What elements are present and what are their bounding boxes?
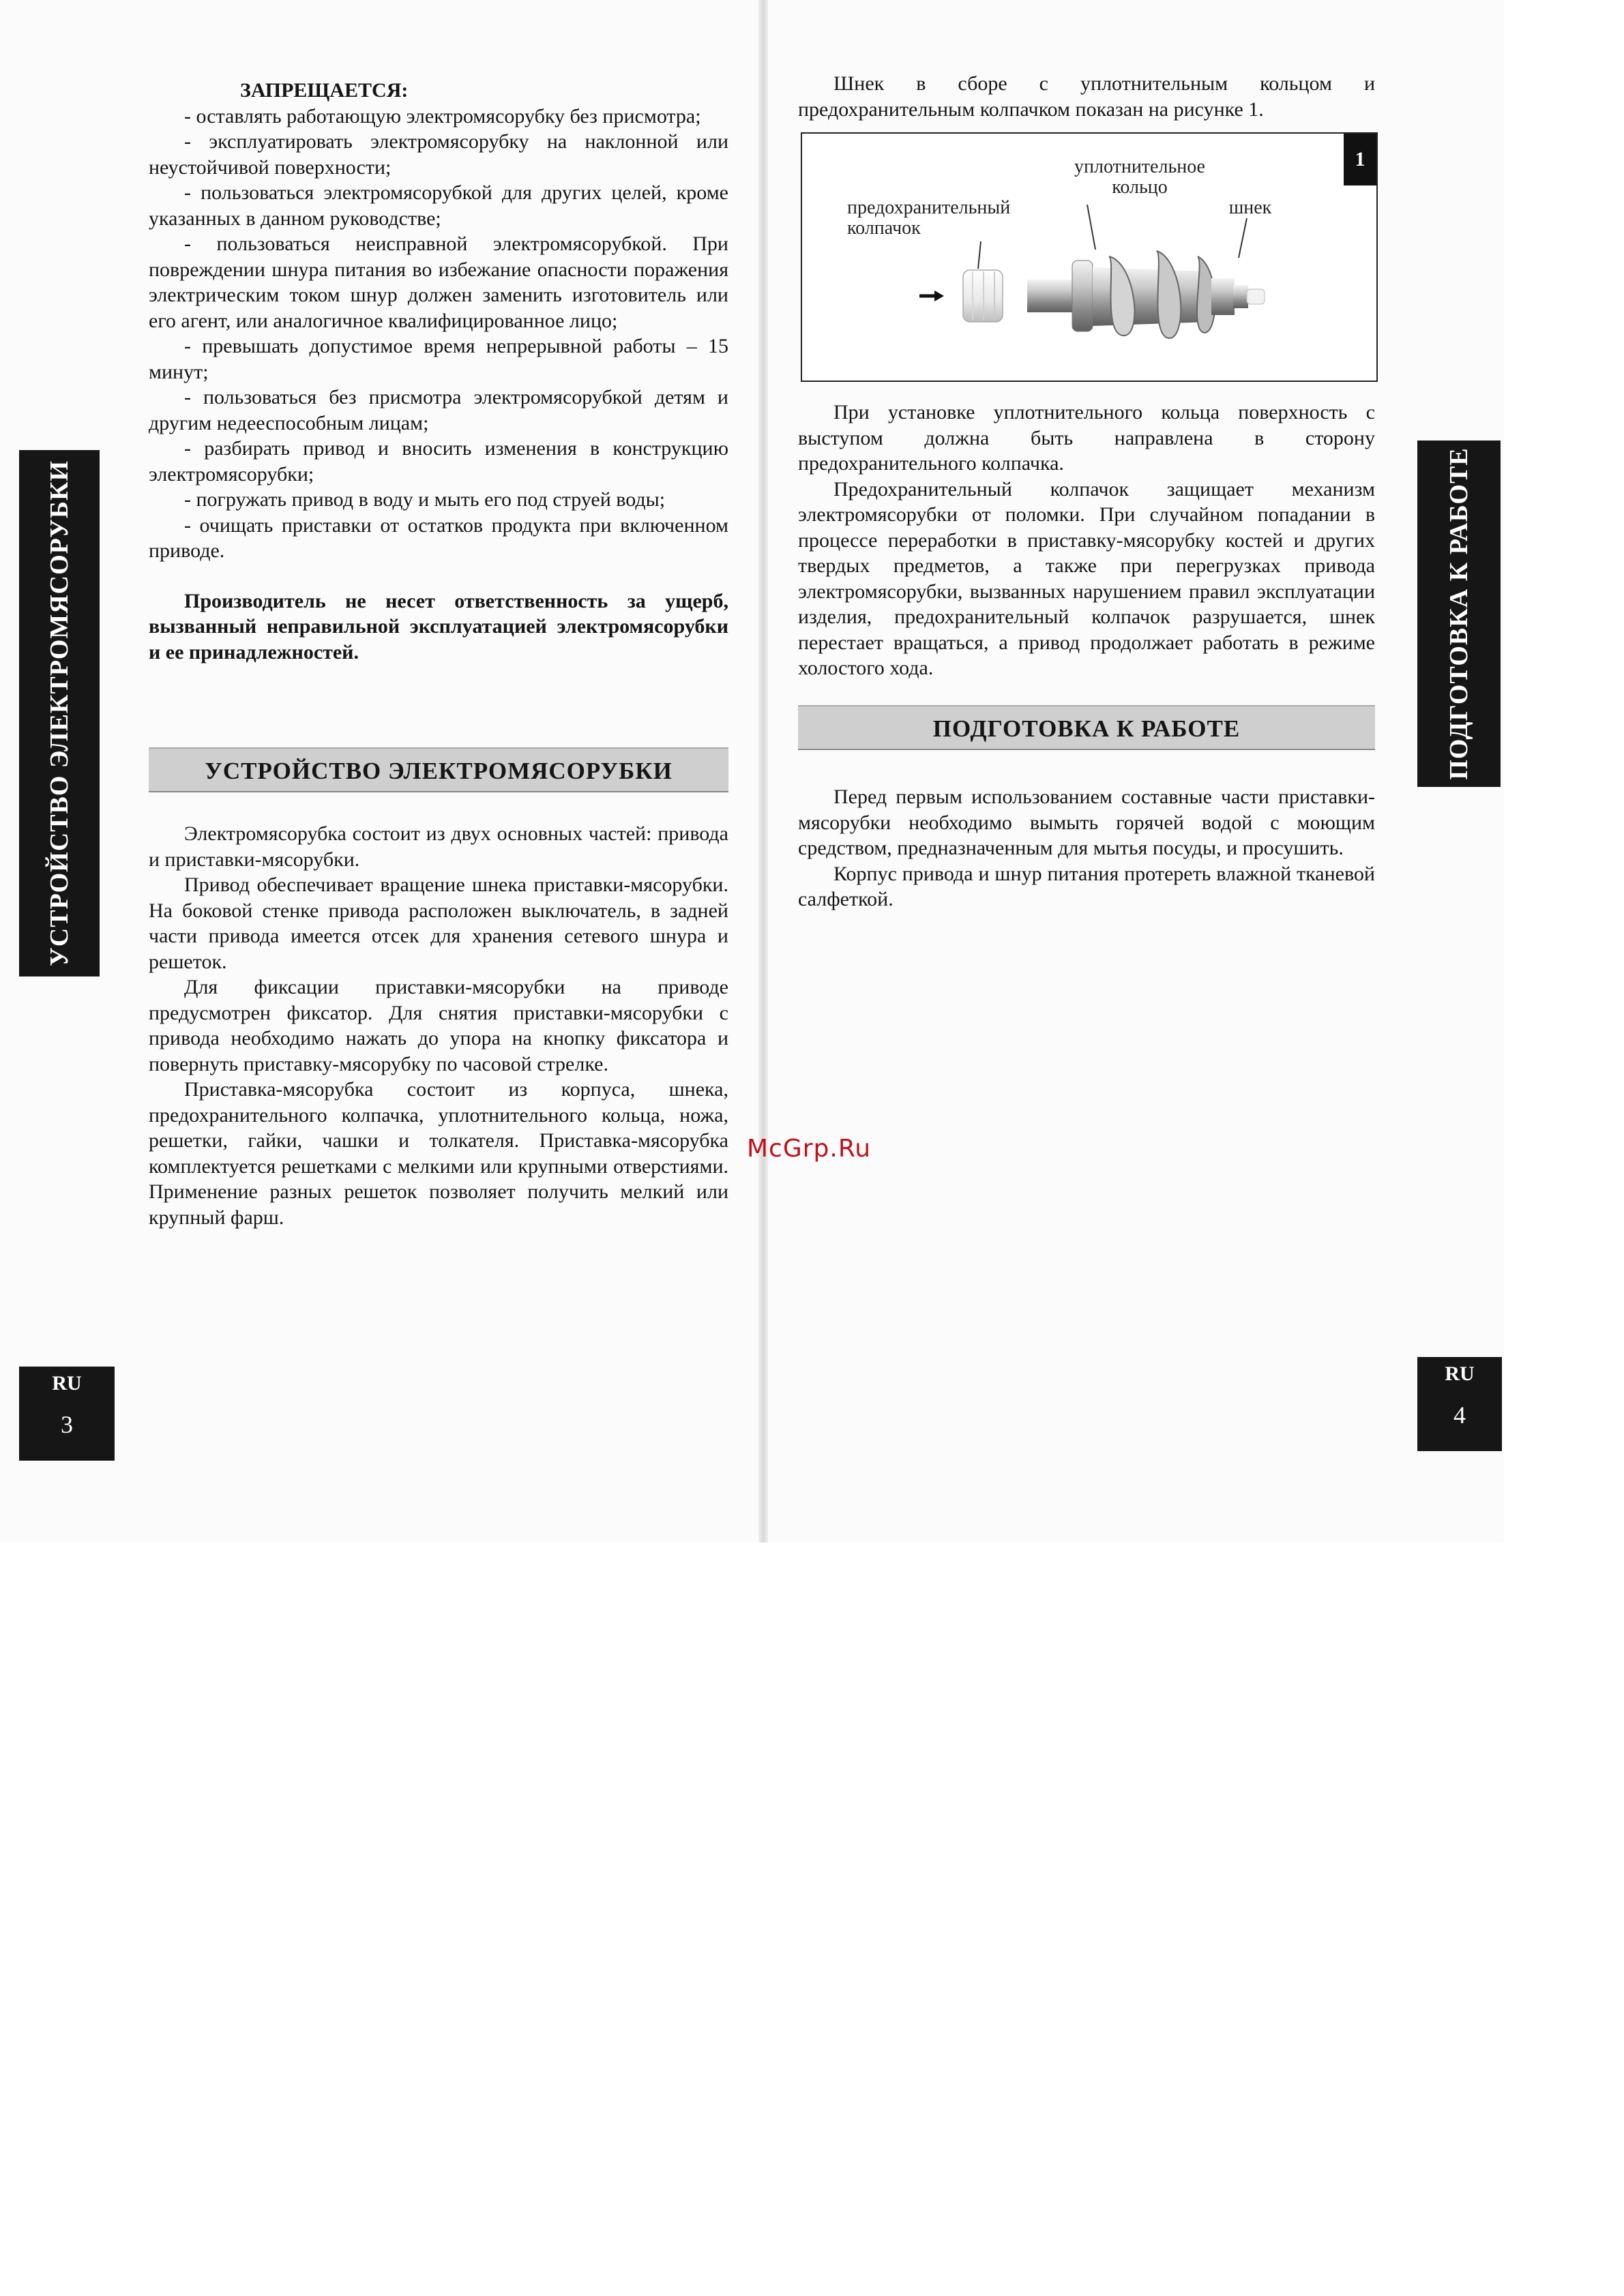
auger-illustration: [802, 134, 1376, 381]
figure-1: [801, 132, 1378, 382]
prohibited-item: - оставлять работающую электромясорубку без присмотра;: [184, 104, 701, 128]
paragraph: Приставка-мясорубка состоит из корпуса, шнека, предохранительного колпачка, уплотнительного кольца, ножа, решетки, гайки, чашки и толкателя. Приставка-мясорубка комплектуется решетками с мелкими или крупными отверстиями. Применение разных решеток позволяет получить мелкий или крупный фарш.: [149, 1078, 728, 1229]
preparation-text: [798, 784, 1375, 912]
side-tab-preparation: [1417, 441, 1501, 787]
prohibited-item: - разбирать привод и вносить изменения в конструкцию электромясорубки;: [149, 437, 728, 486]
watermark: McGrp.Ru: [747, 1135, 872, 1163]
label-auger: шнек: [1228, 197, 1272, 218]
paragraph: Электромясорубка состоит из двух основных частей: привода и приставки-мясорубки.: [149, 822, 728, 871]
section-title-preparation: ПОДГОТОВКА К РАБОТЕ: [798, 705, 1375, 750]
prohibited-item: - пользоваться неисправной электромясорубкой. При повреждении шнура питания во избежание опасности поражения электрическим током шнур должен заменить изготовитель или его агент, или аналогичное квалифицированное лицо;: [149, 233, 728, 332]
prohibited-item: - пользоваться электромясорубкой для других целей, кроме указанных в данном руководстве;: [149, 181, 728, 230]
side-tab-label: ПОДГОТОВКА К РАБОТЕ: [1445, 447, 1473, 780]
prohibited-item: - превышать допустимое время непрерывной работы – 15 минут;: [149, 335, 728, 383]
section-title-device: УСТРОЙСТВО ЭЛЕКТРОМЯСОРУБКИ: [149, 747, 728, 792]
prohibited-item: - погружать привод в воду и мыть его под струей воды;: [184, 488, 666, 511]
left-page-text: [149, 78, 728, 665]
paragraph: Перед первым использованием составные части приставки-мясорубки необходимо вымыть горячей водой с моющим средством, предназначенным для мытья посуды, и просушить.: [798, 786, 1375, 859]
side-tab-device: [19, 450, 100, 976]
paragraph: Для фиксации приставки-мясорубки на приводе предусмотрен фиксатор. Для снятия приставки-мясорубки с привода необходимо нажать до упора на кнопку фиксатора и повернуть приставку-мясорубку по часовой стрелке.: [149, 976, 728, 1075]
device-description: [149, 821, 728, 1230]
page-number: 3: [61, 1411, 73, 1438]
paragraph: Привод обеспечивает вращение шнека приставки-мясорубки. На боковой стенке привода расположен выключатель, в задней части привода имеется отсек для хранения сетевого шнура и решеток.: [149, 874, 728, 973]
paragraph: Корпус привода и шнур питания протереть влажной тканевой салфеткой.: [798, 862, 1375, 910]
paragraph: Шнек в сборе с уплотнительным кольцом и предохранительным колпачком показан на рисунке 1.: [798, 72, 1375, 121]
paragraph: Предохранительный колпачок защищает механизм электромясорубки от поломки. При случайном попадании в процессе переработки в приставку-мясорубку костей и других твердых предметов, а также при перегрузках привода электромясорубки, вызванных нарушением правил эксплуатации изделия, предохранительный колпачок разрушается, шнек перестает вращаться, а привод продолжает работать в режиме холостого хода.: [798, 477, 1375, 679]
label-ring: уплотнительное кольцо: [1074, 156, 1205, 198]
prohibited-item: - очищать приставки от остатков продукта при включенном приводе.: [149, 513, 728, 562]
prohibited-heading: ЗАПРЕЩАЕТСЯ:: [240, 79, 409, 102]
page-number-box: [1417, 1357, 1502, 1451]
label-cap: предохранительный колпачок: [847, 197, 1011, 239]
liability-note: Производитель не несет ответственность за ущерб, вызванный неправильной эксплуатацией электромясорубки и ее принадлежностей.: [149, 589, 728, 664]
figure-number: 1: [1344, 134, 1376, 185]
prohibited-item: - пользоваться без присмотра электромясорубкой детям и другим недееспособным лицам;: [149, 386, 728, 434]
sealing-ring-icon: [1072, 260, 1093, 331]
page-fold: [758, 0, 768, 1542]
language-label: RU: [1445, 1362, 1475, 1385]
page-number: 4: [1453, 1401, 1466, 1429]
side-tab-label: УСТРОЙСТВО ЭЛЕКТРОМЯСОРУБКИ: [45, 460, 74, 967]
paragraph: При установке уплотнительного кольца поверхность с выступом должна быть направлена в сторону предохранительного колпачка.: [798, 401, 1375, 475]
language-label: RU: [52, 1372, 82, 1395]
prohibited-item: - эксплуатировать электромясорубку на наклонной или неустойчивой поверхности;: [149, 130, 728, 179]
page-number-box: [19, 1367, 115, 1461]
figure-intro: [798, 71, 1375, 122]
right-page-text: [798, 400, 1375, 681]
